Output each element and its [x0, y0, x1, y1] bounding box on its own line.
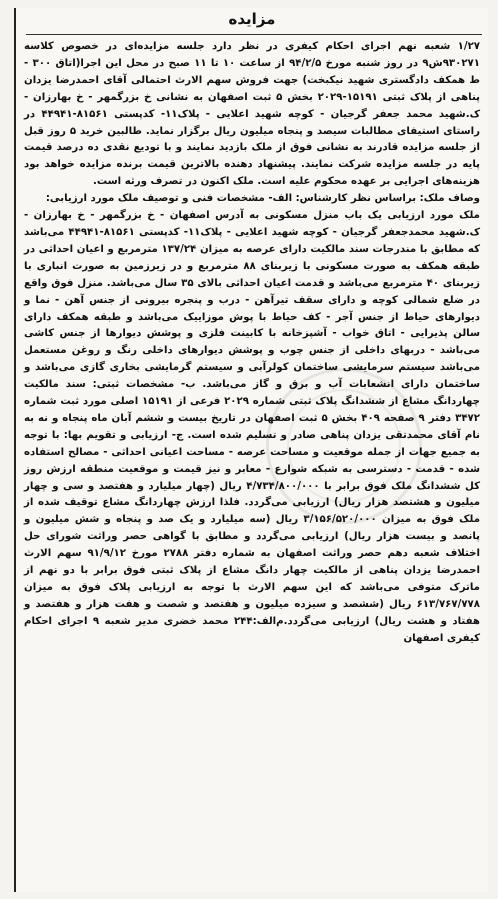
notice-title: مزایده — [228, 10, 276, 28]
title-divider — [26, 34, 482, 35]
notice-body — [24, 39, 480, 648]
notice-paragraph-heading: وصاف ملک: براساس نظر کارشناس: الف- مشخصات فنی و توصیف ملک مورد ارزیابی: — [45, 193, 480, 205]
notice-paragraph-details: ملک مورد ارزیابی یک باب منزل مسکونی به آدرس اصفهان - خ بزرگمهر - خ بهارزان - ک.شهید محمدجعفر گرجیان - کوچه شهید اعلایی - پلاک۱۱- کدپستی ۸۱۵۶۱-۴۴۹۴۱ می‌باشد که مطابق با مندرجات سند مالکیت دارای عرصه به میزان ۱۳۷/۲۴ مترمربع و اعیان احداثی در طبقه همکف به صورت مسکونی با زیربنای ۸۸ مترمربع و در زیرزمین به صورت انباری با زیربنای ۴۰ مترمربع می‌باشد و قدمت اعیان احداثی بالای ۳۵ سال می‌باشد. منزل فوق واقع در ضلع شمالی کوچه و دارای سقف تیرآهن - درب و پنجره بیرونی از جنس آهن - نما و دیوارهای حیاط از جنس آجر - کف حیاط با پوش موزاییک می‌باشد و طبقه همکف دارای سالن پذیرایی - اتاق خواب - آشپزخانه با کابینت فلزی و پوشش دیوارها از جنس کاشی می‌باشد - دربهای داخلی از جنس چوب و پوشش دیوارهای داخلی رنگ و روغن مستعمل می‌باشد سیستم سرمایشی ساختمان کولرآبی و سیستم گرمایشی بخاری گازی می‌باشد و ساختمان دارای انشعابات آب و برق و گاز می‌باشد. ب- مشخصات ثبتی: سند مالکیت چهاردانگ مشاع از ششدانگ پلاک ثبتی شماره ۲۰۲۹ فرعی از ۱۵۱۹۱ اصلی مورد ثبت شماره ۳۴۷۲ دفتر ۹ صفحه ۴۰۹ بخش ۵ ثبت اصفهان در تاریخ بیست و ششم آبان ماه پنجاه و نه به نام آقای محمدتقی یزدان پناهی صادر و تسلیم شده است. ج- ارزیابی و تقویم بها: با توجه به جمیع جهات از جمله موقعیت و مساحت عرصه - مساحت اعیانی احداثی - مصالح استفاده شده - قدمت - دسترسی به شبکه شوارع - معابر و نیز قیمت و موقعیت منطقه ارزش روز کل ششدانگ ملک فوق برابر با ۴/۷۳۴/۸۰۰/۰۰۰ ریال (چهار میلیارد و هفتصد و سی و چهار میلیون و هشتصد هزار ریال) ارزیابی می‌گردد. فلذا ارزش چهاردانگ مشاع توقیف شده از ملک فوق به میزان ۳/۱۵۶/۵۲۰/۰۰۰ ریال (سه میلیارد و یک صد و پنجاه و شش میلیون و پانصد و بیست هزار ریال) ارزیابی می‌گردد و مطابق با گواهی حصر وراثت شورای حل اختلاف شعبه دهم حصر وراثت اصفهان به شماره دفتر ۲۷۸۸ مورخ ۹۱/۹/۱۲ سهم الارث احمدرضا یزدان پناهی از مالکیت چهار دانگ مشاع از پلاک ثبتی فوق برابر با دو نهم از ماترک متوفی می‌باشد که این سهم الارث با توجه به ارزیابی پلاک فوق به میزان ۶۱۳/۷۶۷/۷۷۸ ریال (ششصد و سیزده میلیون و هفتصد و شصت و هفت هزار و هفتصد و هفتاد و هشت ریال) ارزیابی می‌گردد.م‌الف:۲۴۴ محمد خضری مدیر شعبه ۹ اجرای احکام کیفری اصفهان — [24, 210, 481, 644]
notice-paragraph-intro: ۱/۲۷ شعبه نهم اجرای احکام کیفری در نظر دارد جلسه مزایده‌ای در خصوص کلاسه ۹۳۰۲۷۱ش۹ در روز شنبه مورخ ۹۴/۲/۵ از ساعت ۱۰ تا ۱۱ صبح در محل این اجرا(اتاق ۳۰۰ - ط همکف دادگستری شهید نیکبخت) جهت فروش سهم الارث احتمالی آقای احمدرضا یزدان پناهی از پلاک ثبتی ۱۵۱۹۱-۲۰۲۹ بخش ۵ ثبت اصفهان به نشانی خ بزرگمهر - خ بهارزان - ک.شهید محمد جعفر گرجیان - کوچه شهید اعلایی - پلاک۱۱- کدپستی ۸۱۵۶۱-۴۴۹۴۱ در راستای استیفای مطالبات سیصد و پنجاه میلیون ریال برگزار نماید. طالبین خرید ۵ روز قبل از جلسه مزایده قادرند به نشانی فوق از ملک بازدید نمایند و با تودیع نقدی ده درصد قیمت پایه در جلسه مزایده شرکت نمایند. پیشنهاد دهنده بالاترین قیمت برنده مزایده خواهد بود هزینه‌های اجرایی بر عهده محکوم علیه است. ملک اکنون در تصرف ورثه است. — [24, 41, 481, 188]
newspaper-clipping — [14, 8, 488, 892]
